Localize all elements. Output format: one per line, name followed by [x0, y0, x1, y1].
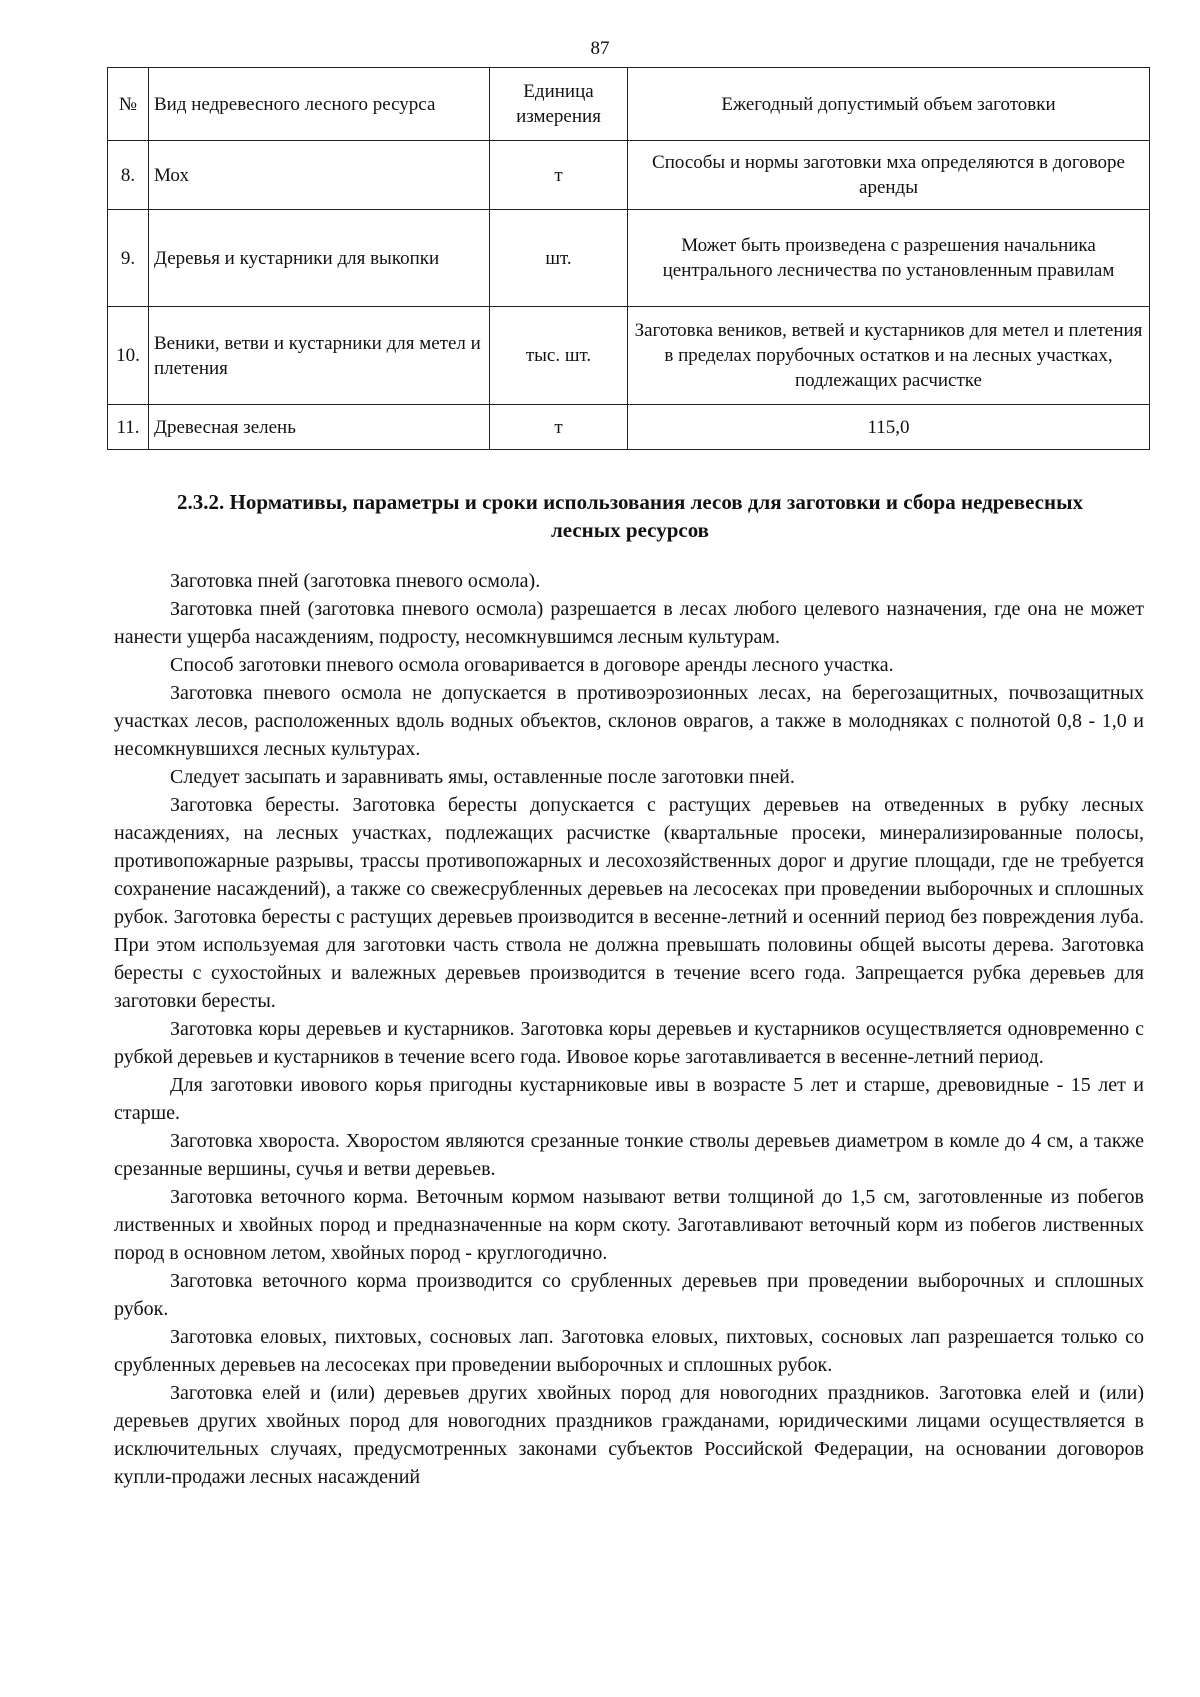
- paragraph: Заготовка веточного корма. Веточным кормом называют ветви толщиной до 1,5 см, заготовленные из побегов лиственных и хвойных пород и предназначенные на корм скоту. Заготавливают веточный корм из побегов лиственных пород в основном летом, хвойных пород - круглогодично.: [114, 1186, 1144, 1264]
- row-volume: Способы и нормы заготовки мха определяются в договоре аренды: [628, 141, 1150, 210]
- paragraph: Заготовка пней (заготовка пневого осмола).: [170, 570, 541, 592]
- header-annual-volume: Ежегодный допустимый объем заготовки: [628, 68, 1150, 141]
- row-unit: тыс. шт.: [490, 307, 628, 405]
- paragraph: Способ заготовки пневого осмола оговаривается в договоре аренды лесного участка.: [170, 654, 894, 676]
- row-number: 10.: [108, 307, 149, 405]
- row-resource: Древесная зелень: [149, 405, 490, 450]
- paragraph: Заготовка коры деревьев и кустарников. Заготовка коры деревьев и кустарников осуществляется одновременно с рубкой деревьев и кустарников в течение всего года. Ивовое корье заготавливается в весенне-летний период.: [114, 1018, 1144, 1068]
- header-unit: Единица измерения: [490, 68, 628, 141]
- row-volume: Может быть произведена с разрешения начальника центрального лесничества по установленным правилам: [628, 210, 1150, 307]
- row-resource: Веники, ветви и кустарники для метел и плетения: [149, 307, 490, 405]
- paragraph: Следует засыпать и заравнивать ямы, оставленные после заготовки пней.: [170, 766, 795, 788]
- table-row: [108, 405, 1150, 450]
- paragraph: Заготовка елей и (или) деревьев других хвойных пород для новогодних праздников. Заготовка елей и (или) деревьев других хвойных пород для новогодних праздников гражданами, юридическими лицами осуществляется в исключительных случаях, предусмотренных законами субъектов Российской Федерации, на основании договоров купли-продажи лесных насаждений: [114, 1382, 1144, 1488]
- row-resource: Мох: [149, 141, 490, 210]
- paragraph: Заготовка бересты. Заготовка бересты допускается с растущих деревьев на отведенных в рубку лесных насаждениях, на лесных участках, подлежащих расчистке (квартальные просеки, минерализированные полосы, противопожарные разрывы, трассы противопожарных и лесохозяйственных дорог и другие площади, где не требуется сохранение насаждений), а также со свежесрубленных деревьев на лесосеках при проведении выборочных и сплошных рубок. Заготовка бересты с растущих деревьев производится в весенне-летний и осенний период без повреждения луба. При этом используемая для заготовки часть ствола не должна превышать половины общей высоты дерева. Заготовка бересты с сухостойных и валежных деревьев производится в течение всего года. Запрещается рубка деревьев для заготовки бересты.: [114, 794, 1144, 1012]
- table-row: [108, 141, 1150, 210]
- row-volume: Заготовка веников, ветвей и кустарников для метел и плетения в пределах порубочных остатков и на лесных участках, подлежащих расчистке: [628, 307, 1150, 405]
- header-resource-type: Вид недревесного лесного ресурса: [149, 68, 490, 141]
- row-number: 11.: [108, 405, 149, 450]
- page-number: 87: [590, 38, 610, 59]
- section-title: 2.3.2. Нормативы, параметры и сроки использования лесов для заготовки и сбора недревесных лесных ресурсов: [177, 490, 1083, 542]
- paragraph: Заготовка веточного корма производится со срубленных деревьев при проведении выборочных и сплошных рубок.: [114, 1270, 1144, 1320]
- non-timber-resources-table: [107, 67, 1150, 450]
- table-header-row: [108, 68, 1150, 141]
- paragraph: Заготовка пней (заготовка пневого осмола) разрешается в лесах любого целевого назначения, где она не может нанести ущерба насаждениям, подросту, несомкнувшимся лесным культурам.: [114, 598, 1144, 648]
- paragraph: Заготовка еловых, пихтовых, сосновых лап. Заготовка еловых, пихтовых, сосновых лап разрешается только со срубленных деревьев на лесосеках при проведении выборочных и сплошных рубок.: [114, 1326, 1144, 1376]
- header-number: №: [108, 68, 149, 141]
- table-row: [108, 307, 1150, 405]
- row-resource: Деревья и кустарники для выкопки: [149, 210, 490, 307]
- paragraph: Для заготовки ивового корья пригодны кустарниковые ивы в возрасте 5 лет и старше, древовидные - 15 лет и старше.: [114, 1074, 1144, 1124]
- body-text: [114, 567, 1144, 1491]
- row-unit: т: [490, 405, 628, 450]
- row-unit: шт.: [490, 210, 628, 307]
- row-number: 8.: [108, 141, 149, 210]
- row-unit: т: [490, 141, 628, 210]
- paragraph: Заготовка хвороста. Хворостом являются срезанные тонкие стволы деревьев диаметром в комле до 4 см, а также срезанные вершины, сучья и ветви деревьев.: [114, 1130, 1144, 1180]
- paragraph: Заготовка пневого осмола не допускается в противоэрозионных лесах, на берегозащитных, почвозащитных участках лесов, расположенных вдоль водных объектов, склонов оврагов, а также в молодняках с полнотой 0,8 - 1,0 и несомкнувшихся лесных культурах.: [114, 682, 1144, 760]
- row-number: 9.: [108, 210, 149, 307]
- table-row: [108, 210, 1150, 307]
- row-volume: 115,0: [628, 405, 1150, 450]
